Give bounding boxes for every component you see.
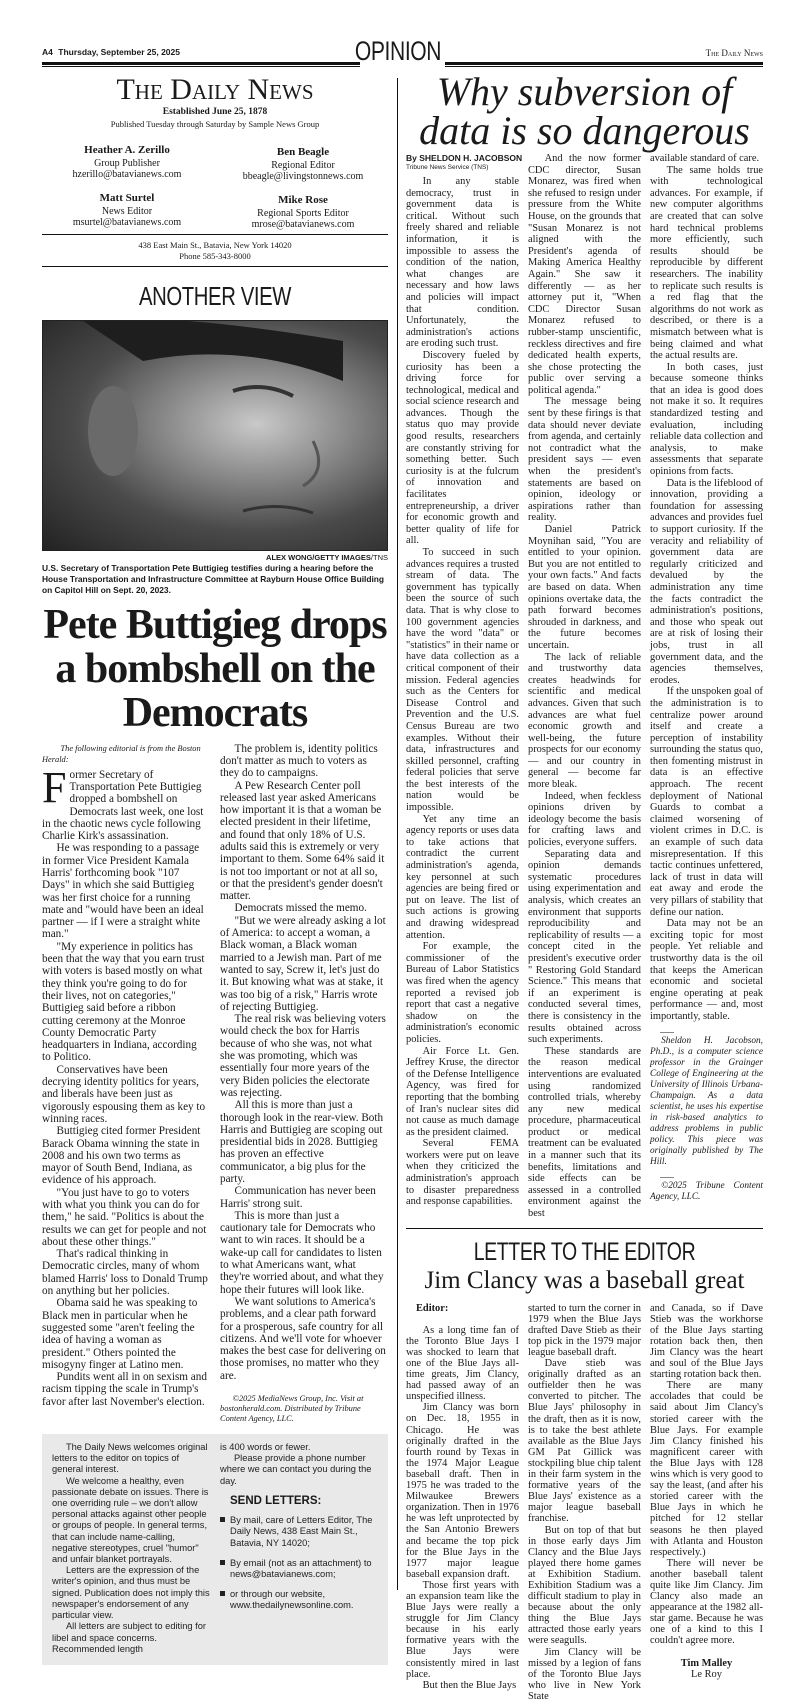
- photo-caption: U.S. Secretary of Transportation Pete Buttigieg testifies during a hearing before the House Transportation and Infrastructure Committee at Rayburn House Office Building on Capitol Hill on Sept. 20, 2023.: [42, 563, 385, 596]
- staff-entry: Matt Surtel News Editor msurtel@batavianews.com: [72, 192, 182, 228]
- column-body: [406, 153, 763, 1220]
- portrait-illustration: [43, 321, 387, 550]
- paragraph: Former Secretary of Transportation Pete Buttigieg dropped a bombshell on Democrats last week, one lost in the chaotic news cycle following Charlie Kirk's assassination.: [42, 762, 204, 843]
- paragraph: Please provide a phone number where we can contact you during the day.: [220, 1453, 372, 1486]
- paragraph: He was responding to a passage in former Vice President Kamala Harris' forthcoming book "107 Days" in which she said Buttigieg was her first choice for a running mate and "would have been an ideal partner — if I were a straight white man.": [42, 842, 204, 941]
- section-title: OPINION: [354, 36, 442, 66]
- paragraph: is 400 words or fewer.: [220, 1442, 311, 1453]
- paragraph: Data may not be an exciting topic for most people. Yet reliable and trustworthy data is the oil that keeps the American economic and societal engine operating at peak performance — and, most importantly, stable.: [650, 918, 763, 1022]
- paragraph: There will never be another baseball talent quite like Jim Clancy. Jim Clancy also made an appearance at the 1982 all-star game. Because he was one of a kind to this I couldn't agree more.: [650, 1557, 763, 1647]
- letter-body-3-text: [650, 1303, 763, 1647]
- paragraph: "But we were already asking a lot of America: to accept a woman, a Black woman, a Black woman married to a Jewish man. Part of me wanted to say, Screw it, let's just do it. But knowing what was at stake, it was too big of a risk," Harris wrote of rejecting Buttigieg.: [220, 914, 386, 1013]
- paragraph: Separating data and opinion demands systematic procedures using experimentation and analysis, which creates an environment that supports reproducibility and replicability of results — a concept cited in the president's executive order " Restoring Gold Standard Science." This means that if an experiment is conducted several times, there is consistency in the results obtained across such experiments.: [528, 848, 641, 1046]
- paragraph: available standard of care.: [650, 153, 760, 164]
- editorial-column-2-text: [220, 743, 388, 1382]
- paragraph: Indeed, when feckless opinions driven by ideology become the basis for crafting laws and policies, everyone suffers.: [528, 790, 641, 849]
- paragraph: Democrats missed the memo.: [234, 902, 367, 915]
- paragraph: Jim Clancy will be missed by a legion of fans of the Toronto Blue Jays who live in New York State: [528, 1646, 641, 1702]
- editorial-column-1-text: [42, 762, 208, 1408]
- bullet-icon: [220, 1517, 225, 1522]
- folio: [42, 47, 180, 57]
- policy-text: [220, 1442, 380, 1487]
- paragraph: We want solutions to America's problems, and a clear path forward for a prosperous, safe country for all citizens. And we'll vote for whoever makes the best case for delivering on those promises, no matter who they are.: [220, 1295, 386, 1382]
- paragraph: There are many accolades that could be said about Jim Clancy's storied career with the Blue Jays. For example Jim Clancy finished his magnificent career with the Blue Jays with 128 wins which is very good to say the least, (and after his storied career with the Blue Jays in which he pitched for 12 stellar seasons he then played with Atlanta and Houston respectively.): [650, 1380, 763, 1558]
- column-body-3: [650, 153, 763, 1203]
- byline: By SHELDON H. JACOBSON: [406, 153, 523, 163]
- right-section: [406, 69, 764, 1702]
- paragraph: In any stable democracy, trust in government data is critical. Without such freely shared and reliable information, it is impossible to assess the condition of the nation, what changes are necessary and how laws and policies will impact that condition. Unfortunately, the administration's actions are eroding such trust.: [406, 176, 519, 350]
- send-method-website[interactable]: or through our website, www.thedailynewsonline.com.: [220, 1589, 380, 1612]
- policy-column-1: [52, 1442, 210, 1655]
- paragraph: "You just have to go to voters with what you think you can do for them," he said. "Politics is about the results we can get for people and not about these other things.": [42, 1186, 207, 1248]
- paragraph: If the unspoken goal of the administration is to centralize power around itself and create a perception of instability surrounding the status quo, then fomenting mistrust in data is an effective approach. The recent deployment of National Guards to combat a claimed worsening of violent crimes in D.C. is an example of such data misrepresentation. If this tactic continues unfettered, lack of trust in data will eat away and erode the very pillars of stability that define our nation.: [650, 686, 764, 918]
- paragraph: In both cases, just because someone thinks that an idea is good does not make it so. It requires standardized testing and evaluation, including reliable data collection and analysis, to make assessments that separate opinions from facts.: [650, 361, 763, 478]
- drop-cap: F: [42, 762, 67, 812]
- divider: [406, 1228, 763, 1229]
- paragraph: That's radical thinking in Democratic circles, many of whom blamed Harris' loss to Donald Trump on anything but her policies.: [42, 1248, 208, 1298]
- header-rule-left: [42, 62, 360, 65]
- paragraph: As a long time fan of the Toronto Blue Jays I was shocked to learn that one of the Blue Jays all-time greats, Jim Clancy, had passed away of an unspecified illness.: [406, 1324, 519, 1403]
- paragraph: and Canada, so if Dave Stieb was the workhorse of the Blue Jays starting rotation back then, then Jim Clancy was the heart and soul of the Blue Jays starting rotation back then.: [650, 1302, 763, 1381]
- paragraph: Dave stieb was originally drafted as an outfielder then he was converted to pitcher. The Blue Jays' philosophy in the draft, then as it is now, is to take the best athlete available as the Blue Jays GM Pat Gillick was stockpiling blue chip talent in their farm system in the formative years of the Blue Jays' existence as a major league baseball franchise.: [528, 1358, 641, 1525]
- bullet-icon: [220, 1560, 225, 1565]
- paragraph: Air Force Lt. Gen. Jeffrey Kruse, the director of the Defense Intelligence Agency, was fired for reporting that the bombing of Iran's nuclear sites did not cause as much damage as the president claimed.: [406, 1045, 519, 1138]
- paragraph: Letters are the expression of the writer's opinion, and thus must be signed. Publication does not imply this newspaper's endorsement of any particular view.: [52, 1565, 210, 1621]
- paragraph: The message being sent by these firings is that data should never deviate from agenda, and certainly not contradict what the president says — even when the president's statements are based on opinion, ideology or aspirations rather than reality.: [528, 396, 641, 524]
- divider: [42, 234, 388, 235]
- paragraph: The real risk was believing voters would check the box for Harris because of who she was, not what she was promoting, which was essentially four more years of the very Biden policies the electorate was rejecting.: [220, 1013, 386, 1099]
- address: 438 East Main St., Batavia, New York 14020: [138, 240, 292, 250]
- paragraph: For example, the commissioner of the Bureau of Labor Statistics was fired when the agency reported a revised job report that cast a negative shadow on the administration's economic policies.: [406, 941, 519, 1045]
- letter-body-3: [650, 1303, 763, 1680]
- editorial-column-2: [220, 743, 388, 1424]
- news-service: Tribune News Service (TNS): [406, 164, 489, 171]
- paragraph: To succeed in such advances requires a trusted stream of data. The government has typically been the source of such data. That is why close to 100 government agencies have the word "data" or "statistics" in their name or have data collection as a critical component of their mission. Federal agencies such as the Centers for Disease Control and Prevention and the U.S. Census Bureau are two examples. Without their data, infrastructures and skilled personnel, crafting federal policies that serve the best interests of the nation would be impossible.: [406, 547, 519, 814]
- header-rule-right: [445, 62, 763, 65]
- send-method-mail: By mail, care of Letters Editor, The Daily News, 438 East Main St., Batavia, NY 14020;: [220, 1515, 380, 1550]
- letters-policy-box: [42, 1434, 388, 1665]
- letter-salutation: Editor:: [416, 1302, 449, 1314]
- column-body-3-text: [650, 153, 763, 1023]
- paragraph: The Daily News welcomes original letters to the editor on topics of general interest.: [52, 1442, 208, 1475]
- paragraph: Daniel Patrick Moynihan said, "You are entitled to your opinion. But you are not entitled to your own facts." And facts are based on data. When opinions overtake data, the path forward becomes shrouded in darkness, and the future becomes uncertain.: [528, 524, 641, 651]
- staff-entry: Ben Beagle Regional Editor bbeagle@livingstonnews.com: [242, 146, 364, 182]
- address-block: [42, 240, 388, 262]
- divider: [42, 266, 388, 267]
- editorial-note: The following editorial is from the Boston Herald:: [42, 743, 201, 764]
- paragraph: This is more than just a cautionary tale for Democrats who want to win races. It should be a wake-up call for candidates to listen to what Americans want, what they're worried about, and what they hope their futures will look like.: [220, 1209, 384, 1296]
- paragraph: All letters are subject to editing for libel and space concerns. Recommended length: [52, 1621, 206, 1654]
- page-number: A4: [42, 47, 53, 57]
- bullet-icon: [220, 1591, 225, 1596]
- bio-rule: [660, 1032, 674, 1033]
- credit-rule: [660, 1177, 674, 1178]
- paragraph: A Pew Research Center poll released last year asked Americans how important it is that a woman be elected president in their lifetime, and found that only 18% of U.S. adults said this is extremely or very important to them. Some 64% said it is not too important or not at all so, or that the president's gender doesn't matter.: [220, 779, 385, 903]
- paragraph: We welcome a healthy, even passionate debate on issues. There is one overriding rule – we don't allow personal attacks against other people or groups of people. In general terms, that can include name-calling, negative stereotypes, cruel "humor" and unfair blanket portrayals.: [52, 1475, 209, 1565]
- staff-entry: Mike Rose Regional Sports Editor mrose@batavianews.com: [251, 194, 355, 230]
- author-bio: Sheldon H. Jacobson, Ph.D., is a computer science professor in the Grainger College of Engineering at the University of Illinois Urbana-Champaign. As a data scientist, he uses his expertise in risk-based analytics to address problems in public policy. This piece was originally published by The Hill.: [650, 1035, 763, 1167]
- header-rule-right-thin: [445, 66, 763, 67]
- paragraph: All this is more than just a thorough look in the rear-view. Both Harris and Buttigieg are scoping out presidential bids in 2028. Buttigieg has proven an effective communicator, a big plus for the party.: [220, 1099, 384, 1185]
- column-body-1-text: [406, 176, 519, 1208]
- paragraph: Discovery fueled by curiosity has been a driving force for technological, medical and social science research and advances. Though the status quo may provide good results, researchers are constantly striving for something better. Such curiosity is at the fulcrum of innovation and facilitates entrepreneurship, a driver for economic growth and better quality of life for all.: [406, 349, 519, 547]
- paragraph: Yet any time an agency reports or uses data to take actions that contradict the current administration's agenda, key personnel at such agencies are being fired or put on leave. The list of such actions is growing and drawing widespread attention.: [406, 813, 519, 941]
- letter-body-1: [406, 1303, 519, 1691]
- editorial-body: [42, 743, 388, 1424]
- editorial-column-1: [42, 743, 208, 1408]
- letter-location: Le Roy: [691, 1668, 722, 1680]
- column-credit: ©2025 Tribune Content Agency, LLC.: [650, 1180, 763, 1202]
- header-rule-left-thin: [42, 66, 360, 67]
- send-letters-heading: SEND LETTERS:: [230, 1494, 322, 1507]
- column-divider: [397, 78, 398, 1590]
- paper-name: The Daily News: [705, 48, 763, 58]
- send-method-email[interactable]: By email (not as an attachment) to news@batavianews.com;: [220, 1558, 380, 1581]
- published: Published Tuesday through Saturday by Sample News Group: [110, 119, 320, 129]
- established: Established June 25, 1878: [162, 107, 268, 117]
- letter-headline: Jim Clancy was a baseball great: [424, 1266, 745, 1294]
- staff-entry: Heather A. Zerillo Group Publisher hzerillo@batavianews.com: [72, 144, 182, 180]
- masthead-title: The Daily News: [116, 73, 314, 106]
- editorial-credit: ©2025 MediaNews Group, Inc. Visit at bostonherald.com. Distributed by Tribune Content Agency, LLC.: [220, 1394, 364, 1424]
- paragraph: Jim Clancy was born on Dec. 18, 1955 in Chicago. He was originally drafted in the fourth round by Texas in the 1974 Major League baseball draft. Then in 1975 he was traded to the Milwaukee Brewers organization. Then in 1976 he was left unprotected by the San Antonio Brewers and became the top pick for the Blue Jays in the 1977 major league baseball expansion draft.: [406, 1402, 519, 1580]
- letter-label: LETTER TO THE EDITOR: [473, 1237, 696, 1266]
- letter-body-1-text: [406, 1325, 519, 1691]
- paragraph: The same holds true with technological advances. For example, if new computer algorithms are created that can solve hard technical problems more efficiently, such results should be reproducible by different researchers. The inability to replicate such results is a red flag that the algorithms do not work as described, or there is a mismatch between what is being claimed and what the actual results are.: [650, 164, 763, 362]
- paragraph: And the now former CDC director, Susan Monarez, was fired when she refused to resign under pressure from the White House, on the grounds that "Susan Monarez is not aligned with the President's agenda of Making America Healthy Again." She saw it differently — as her attorney put it, "When CDC Director Susan Monarez refused to rubber-stamp unscientific, reckless directives and fire dedicated health experts, she chose protecting the public over serving a political agenda.": [528, 153, 641, 396]
- paragraph: But on top of that but in those early days Jim Clancy and the Blue Jays played there home games at Exhibition Stadium. Exhibition Stadium was a difficult stadium to play in because about the only thing the Blue Jays attracted those early years were seagulls.: [528, 1524, 641, 1647]
- letter-signature: Tim Malley: [680, 1657, 733, 1669]
- paragraph: "My experience in politics has been that the way that you earn trust with voters is based mostly on what they think you're going to do for their lives, not on categories," Buttigieg said before a ribbon cutting ceremony at the Monroe County Democratic Party headquarters in Indiana, according to Politico.: [42, 940, 205, 1064]
- paragraph: Data is the lifeblood of innovation, providing a foundation for assessing advances and provides fuel to support curiosity. If the veracity and reliability of government data are regularly criticized and devalued by the administration any time the facts contradict the administration's positions, and those who speak out are at risk of losing their jobs, trust in all government data, and the agencies themselves, erodes.: [650, 477, 763, 686]
- another-view-article: [42, 320, 388, 1665]
- letter-body: [406, 1303, 763, 1702]
- policy-column-2: [220, 1442, 380, 1655]
- paragraph: Several FEMA workers were put on leave when they criticized the administration's approach to disaster preparedness and response capabilities.: [406, 1138, 519, 1208]
- paragraph: The lack of reliable and trustworthy data creates headwinds for scientific and medical advances. Given that such advances are what fuel economic growth and well-being, the future prospects for our economy — and our country in general — become far more bleak.: [528, 651, 641, 791]
- paragraph: These standards are the reason medical interventions are evaluated using randomized controlled trials, whereby any new medical procedure, pharmaceutical product or medical treatment can be evaluated in a manner such that its benefits, limitations and side effects can be assessed in a controlled environment against the best: [528, 1045, 641, 1220]
- paragraph: Communication has never been Harris' strong suit.: [220, 1185, 376, 1210]
- photo-credit: ALEX WONG/GETTY IMAGES/TNS: [266, 553, 388, 562]
- paragraph: Conservatives have been decrying identity politics for years, and liberals have been just as vigorously espousing them as key to winning races.: [42, 1063, 206, 1125]
- buttigieg-photo: [42, 320, 388, 551]
- another-view-label: ANOTHER VIEW: [139, 281, 291, 311]
- editorial-headline: Pete Buttigieg drops a bombshell on the Democrats: [43, 601, 387, 736]
- letter-body-2: [528, 1303, 641, 1702]
- paragraph: started to turn the corner in 1979 when the Blue Jays drafted Dave Stieb as their top pick in the 1979 major league baseball draft.: [528, 1302, 641, 1358]
- phone: Phone 585-343-8000: [179, 251, 251, 261]
- paragraph: But then the Blue Jays: [422, 1679, 517, 1691]
- column-headline: Why subversion of data is so dangerous: [419, 69, 750, 153]
- paragraph: Those first years with an expansion team like the Blue Jays were really a struggle for Jim Clancy because in his early formative years with the Blue Jays were consistently mired in last place.: [406, 1579, 519, 1680]
- column-body-2: [528, 153, 641, 1220]
- issue-date: Thursday, September 25, 2025: [58, 47, 180, 57]
- paragraph: Buttigieg cited former President Barack Obama winning the state in 2008 and his own two terms as mayor of South Bend, Indiana, as evidence of his approach.: [42, 1125, 201, 1187]
- paragraph: Obama said he was speaking to Black men in particular when he suggested some "aren't feeling the idea of having a woman as president." Others pointed the misogyny finger at Latino men.: [42, 1297, 198, 1371]
- column-body-1: [406, 153, 523, 1208]
- paragraph: The problem is, identity politics don't matter as much to voters as they do to campaigns.: [220, 742, 378, 780]
- paragraph: Pundits went all in on sexism and racism tipping the scale in Trump's favor after last November's election.: [42, 1371, 207, 1408]
